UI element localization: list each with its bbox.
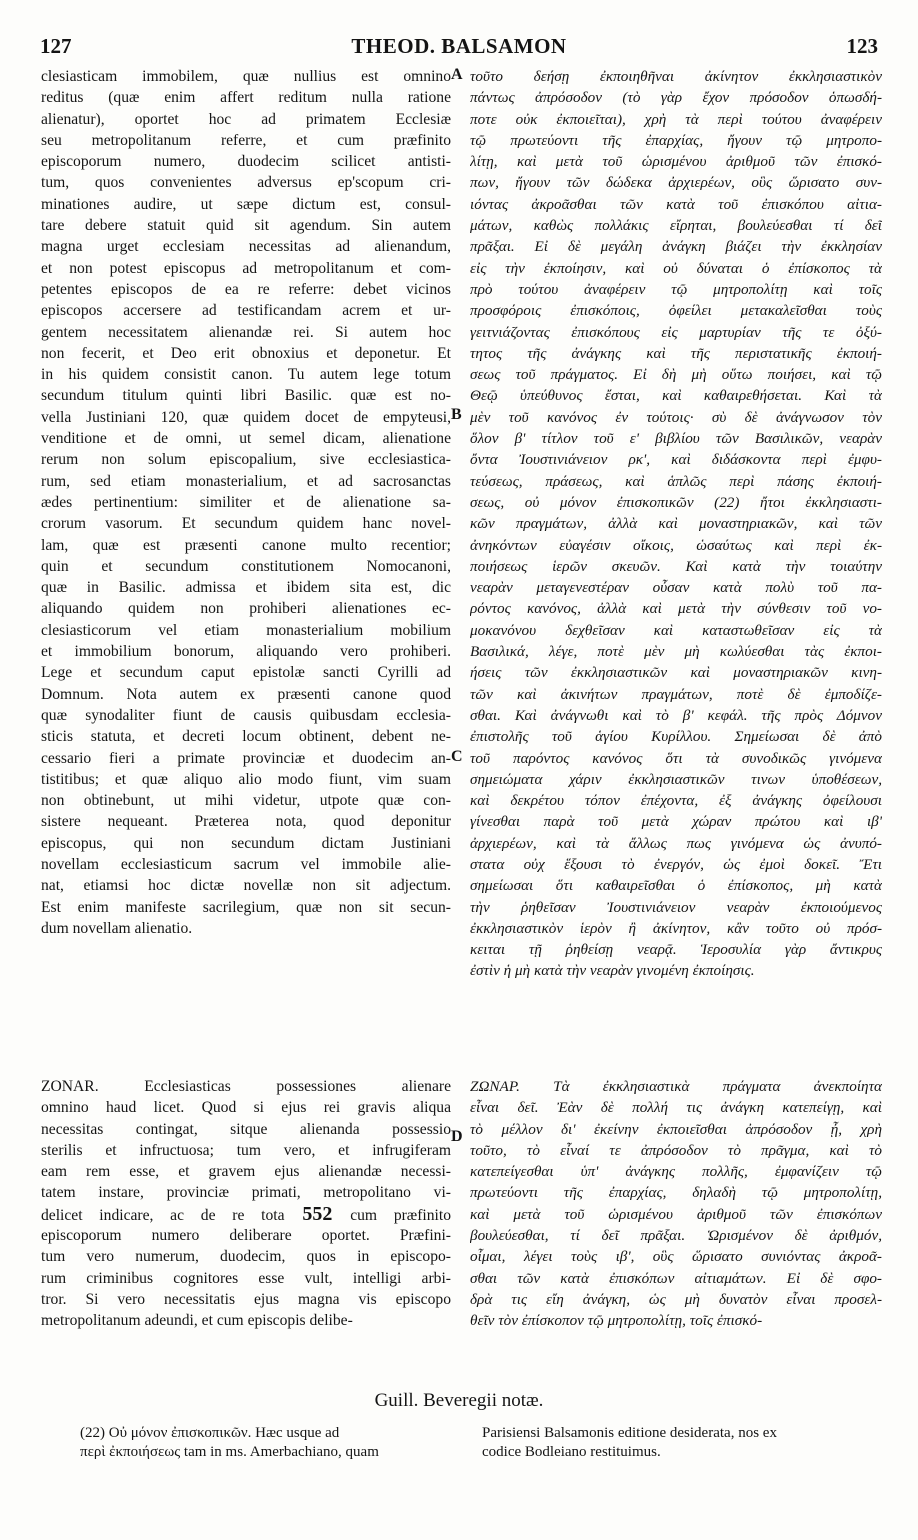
- zonaras-greek-line: πρωτεύοντι τῆς ἐπαρχίας, δηλαδὴ τῷ μητροπολίτῃ,: [470, 1184, 882, 1202]
- notes-heading: Guill. Beveregii notæ.: [374, 1390, 544, 1411]
- zonaras-greek-line: δρὰ τις εἴη ἀνάγκη, ὡς μὴ δυνατὸν εἶναι προσελ-: [470, 1290, 882, 1308]
- greek-text-line: σεως, οὐ μόνον ἐπισκοπικῶν (22) ἤτοι ἐκκλησιαστι-: [470, 493, 882, 511]
- latin-text-line: reditus (quæ enim affert reditum nulla ratione: [41, 89, 451, 107]
- greek-text-line: κῶν πραγμάτων, ἀλλὰ καὶ μοναστηριακῶν, καὶ τῶν: [470, 515, 882, 533]
- zonaras-latin-line: eam rem esse, et gravem ejus alienandæ necessi-: [41, 1163, 451, 1181]
- running-title: THEOD. BALSAMON: [351, 34, 567, 58]
- greek-text-line: ἀρχιερέων, καὶ τὰ ἄλλως πως γινόμενα ὡς ἀνυπό-: [470, 834, 882, 852]
- greek-text-line: τῶν καὶ ἀκινήτων πραγμάτων, ποτὲ δὲ ἐμποδίζε-: [470, 685, 882, 703]
- latin-text-line: secundum titulum quinti libri Basilic. quæ est no-: [41, 387, 451, 405]
- greek-text-line: ἀνηκόντων εὐαγέσιν οἴκοις, ὡσαύτως καὶ περὶ ἐκ-: [470, 536, 882, 554]
- zonaras-latin-line: tror. Si vero necessitatis ejus magna vis episcopo: [41, 1290, 451, 1308]
- note-line: codice Bodleiano restituimus.: [482, 1443, 661, 1460]
- greek-text-line: ὅλον β' τίτλον τοῦ ε' βιβλίου τῶν Βασιλικῶν, νεαρὰν: [470, 430, 882, 448]
- greek-text-line: σθαι. Καὶ ἀνάγνωθι καὶ τὸ β' κεφάλ. τῆς πρὸς Δόμνον: [470, 706, 882, 724]
- latin-text-line: rum, sed etiam monasterialium, et ad sacrosanctas: [41, 472, 451, 490]
- latin-text-line: vella Justiniani 120, quæ quidem docet de empyteusi,: [41, 408, 451, 426]
- greek-text-line: τητος τῆς ἀνάγκης καὶ τῆς περιστατικῆς ἐκποιή-: [470, 344, 882, 362]
- zonaras-latin-line: rum criminibus cognitores esse vult, intelligi arbi-: [41, 1269, 451, 1287]
- greek-text-line: ἐπιστολῆς τοῦ ἁγίου Κυρίλλου. Σημείωσαι δὲ ἀπὸ: [470, 728, 882, 746]
- greek-text-line: τοῦ παρόντος κανόνος ὅτι τὰ συνοδικῶς γινόμενα: [470, 749, 882, 767]
- latin-text-line: in his quidem consistit canon. Tu autem lege totum: [41, 366, 451, 384]
- zonaras-line-tail: cum præfinito: [350, 1206, 451, 1224]
- latin-text-line: gentem necessitatem alienandæ rei. Si autem hoc: [41, 323, 451, 341]
- latin-text-line: novellam ecclesiasticum sacrum vel immobile alie-: [41, 855, 451, 873]
- zonaras-greek-line: οἶμαι, λέγει τοὺς ιβ', οὓς ὥρισατο συνιόντας ἀκροᾶ-: [470, 1248, 882, 1266]
- latin-text-line: tum, quos convenientes adversus ep'scopum cri-: [41, 174, 451, 192]
- latin-text-line: quæ in Basilic. admissa et ibidem sita est, dic: [41, 579, 451, 597]
- latin-text-line: minationes audire, ut sæpe dictum est, consul-: [41, 195, 451, 213]
- greek-text-line: ιόντας ἀκροᾶσθαι τῶν κατὰ τοῦ ἐπισκόπου αἰτια-: [470, 195, 882, 213]
- greek-text-line: μοκανόνου δεχθεῖσαν καὶ καταστωθεῖσαν εἰς τὰ: [470, 621, 882, 639]
- greek-text-line: νεαρὰν μεταγενεστέραν οὖσαν κατὰ πολὺ τοῦ πα-: [470, 579, 882, 597]
- zonaras-latin-line: tum vero numerum, duodecim, quos in episcopo-: [41, 1248, 451, 1266]
- notes-left-column: [80, 1424, 470, 1461]
- note-line: (22) Οὐ μόνον ἐπισκοπικῶν. Hæc usque ad: [80, 1425, 340, 1441]
- margin-marker-a: A: [451, 66, 463, 83]
- latin-text-line: dum novellam alienatio.: [41, 919, 193, 937]
- zonaras-greek-column: [470, 1076, 882, 1332]
- margin-marker-b: B: [451, 406, 462, 423]
- greek-text-line: σημείωσαι ὅτι καθαιρεῖσθαι ὁ ἐπίσκοπος, μὴ κατὰ: [470, 877, 882, 895]
- latin-text-line: seu metropolitanum referre, et cum præfinito: [41, 131, 451, 149]
- greek-text-line: Θεῷ ὑπεύθυνος ἔσται, καὶ καθαιρεθήσεται. Καὶ τὰ: [470, 387, 882, 405]
- zonaras-latin-line: ZONAR. Ecclesiasticas possessiones alienare: [41, 1078, 451, 1095]
- zonaras-greek-line: τοῦτο, τὸ εἶναί τε ἀπρόσοδον τὸ πρᾶγμα, καὶ τὸ: [470, 1141, 882, 1159]
- greek-text-line: σημειώματα χάριν ἐκκλησιαστικῶν τινων ὑποθέσεων,: [470, 770, 882, 788]
- greek-text-line: πρᾶξαι. Εἰ δὲ μεγάλη ἀνάγκη βιάζει τὴν ἐκκλησίαν: [470, 238, 882, 256]
- latin-text-line: non fecerit, et Deo erit obnoxius et deponetur. Et: [41, 344, 451, 362]
- greek-commentary-column: [470, 66, 882, 982]
- latin-text-line: rerum non solum episcopalium, sive ecclesiastica-: [41, 451, 451, 469]
- greek-text-line: μὲν τοῦ κανόνος ἐν τούτοις· σὺ δὲ ἀνάγνωσον τὸν: [470, 408, 882, 426]
- latin-text-line: non obtinebunt, ut mihi videtur, utpote quæ con-: [41, 792, 451, 810]
- greek-text-line: πάντως ἀπρόσοδον (τὸ γὰρ ἔχον πρόσοδον ὁπωσδή-: [470, 89, 882, 107]
- latin-text-line: alienatur), oportet hoc ad primatem Ecclesiæ: [41, 110, 451, 128]
- margin-marker-c: C: [451, 748, 463, 765]
- latin-text-line: sistere nequeant. Præterea nota, quod deponitur: [41, 813, 451, 831]
- latin-text-line: episcopos accersere ad testificandam acrem et ur-: [41, 302, 451, 320]
- latin-text-line: episcopus, qui non secundum dictam Justiniani: [41, 834, 451, 852]
- latin-text-line: ædes pertinentium: similiter et de alienatione sa-: [41, 493, 451, 511]
- zonaras-greek-line: θεῖν τὸν ἐπίσκοπον τῷ μητροπολίτῃ, τοῖς ἐπισκό-: [470, 1312, 763, 1330]
- zonaras-greek-line: ΖΩΝΑΡ. Τὰ ἐκκλησιαστικὰ πράγματα ἀνεκποίητα: [470, 1078, 882, 1095]
- zonaras-greek-line: κατεπείγεσθαι ὑπ' ἀνάγκης πολλῆς, ἐμφανίζειν τῷ: [470, 1163, 882, 1181]
- latin-text-line: crorum vasorum. Et secundum quidem hanc novel-: [41, 515, 451, 533]
- left-page-number: 127: [40, 34, 72, 58]
- zonaras-latin-line: delicet indicare, ac de re tota 552 cum præfinito: [41, 1203, 451, 1225]
- latin-text-line: quin et secundum constitutionem Nomocanoni,: [41, 557, 451, 575]
- greek-text-line: ποτε οὐκ ἐκποιεῖται), χρὴ τὰ περὶ τούτου ἀναφέρειν: [470, 110, 882, 128]
- greek-text-line: στατα οὐχ ἕξουσι τὸ ἐνεργόν, ὡς ἐμοὶ δοκεῖ. Ἔτι: [470, 855, 882, 873]
- greek-text-line: σεως τοῦ πράγματος. Εἰ δὴ μὴ οὕτω ποιήσει, καὶ τῷ: [470, 366, 882, 384]
- right-page-number: 123: [846, 34, 878, 58]
- latin-text-line: aliquando quidem non prohiberi alienationes ec-: [41, 600, 451, 618]
- latin-text-line: nat, etiamsi hoc dictæ novellæ non sit adjectum.: [41, 877, 451, 895]
- latin-text-line: Lege et secundum caput epistolæ sancti Cyrilli ad: [41, 664, 451, 682]
- latin-text-line: clesiasticam immobilem, quæ nullius est omnino: [41, 68, 451, 85]
- greek-text-line: ποιήσεως ἱερῶν σκευῶν. Καὶ κατὰ τὴν τοιαύτην: [470, 557, 882, 575]
- greek-text-line: πρὸ τούτου ἀναφέρειν τῷ μητροπολίτῃ καὶ τοῖς: [470, 280, 882, 298]
- margin-marker-d: D: [451, 1128, 463, 1145]
- latin-text-line: venditione et de omni, ut semel dicam, alienatione: [41, 430, 451, 448]
- greek-text-line: Βασιλικά, λέγε, ποτὲ μὲν μὴ κωλύεσθαι τὰς ἐκποι-: [470, 643, 882, 661]
- latin-text-line: Est enim manifeste sacrilegium, quæ non sit secun-: [41, 898, 451, 916]
- latin-text-line: tistitibus; et quæ aliquo alio modo fiunt, vim suam: [41, 770, 451, 788]
- greek-text-line: ἐστὶν ἡ μὴ κατὰ τὴν νεαρὰν γινομένη ἐκποίησις.: [470, 962, 755, 980]
- latin-text-line: magna urget ecclesiam necessitas ad alienandum,: [41, 238, 451, 256]
- latin-text-line: lam, quæ est præsenti canone multo recentior;: [41, 536, 451, 554]
- notes-right-column: [482, 1424, 882, 1461]
- greek-text-line: μάτων, καθὼς πολλάκις εἴρηται, βουλεύεσθαι τί δεῖ: [470, 217, 882, 235]
- zonaras-latin-line: episcoporum numero deliberare oportet. Præfini-: [41, 1227, 451, 1245]
- greek-text-line: λίτῃ, καὶ μετὰ τοῦ ὡρισμένου ἀριθμοῦ τῶν ἐπισκό-: [470, 153, 882, 171]
- greek-text-line: προσφόροις ἐπισκόποις, ὀφείλει μετακαλεῖσθαι τοὺς: [470, 302, 882, 320]
- latin-text-line: et immobilium bonorum, aliquando vero prohiberi.: [41, 643, 451, 661]
- latin-text-line: Domnum. Nota autem ex præsenti canone quod: [41, 685, 451, 703]
- note-line: Parisiensi Balsamonis editione desiderata, nos ex: [482, 1425, 777, 1441]
- greek-text-line: τῷ πρωτεύοντι τῆς ἐπαρχίας, ἤγουν τῷ μητροπο-: [470, 131, 882, 149]
- zonaras-greek-line: εἶναι δεῖ. Ἐὰν δὲ πολλή τις ἀνάγκη κατεπείγῃ, καὶ: [470, 1099, 882, 1117]
- greek-text-line: ήσεις τῶν ἐκκλησιαστικῶν καὶ μοναστηριακῶν κινη-: [470, 664, 882, 682]
- zonaras-latin-line: omnino haud licet. Quod si ejus rei gravis aliqua: [41, 1099, 451, 1117]
- zonaras-latin-column: [41, 1076, 451, 1332]
- latin-commentary-column: [41, 66, 451, 939]
- latin-text-line: petentes episcopos de ea re referre: debet vicinos: [41, 280, 451, 298]
- latin-text-line: cessario fieri a primate provinciæ et duodecim an-: [41, 749, 451, 767]
- greek-text-line: γίνεσθαι παρὰ τοῦ μετὰ χώραν πρώτου καὶ ιβ': [470, 813, 882, 831]
- column-page-number: 552: [284, 1203, 351, 1225]
- zonaras-greek-line: καὶ μετὰ τοῦ ὡρισμένου ἀριθμοῦ τῶν ἐπισκόπων: [470, 1205, 882, 1223]
- note-line: περὶ ἐκποιήσεως tam in ms. Amerbachiano, quam: [80, 1443, 379, 1460]
- greek-text-line: πων, ἤγουν τῶν δώδεκα ἀρχιερέων, οὓς ὥρισατο συν-: [470, 174, 882, 192]
- zonaras-latin-line: tatem instare, provinciæ primati, metropolitano vi-: [41, 1184, 451, 1202]
- greek-text-line: ὄντα Ἰουστινιάνειον ρκ', καὶ διδάσκοντα περὶ ἐμφυ-: [470, 451, 882, 469]
- greek-text-line: τεύσεως, πράσεως, καὶ ἁπλῶς περὶ πάσης ἐκποιή-: [470, 472, 882, 490]
- latin-text-line: episcoporum numero, duodecim scilicet antisti-: [41, 153, 451, 171]
- latin-text-line: clesiasticorum vel etiam monasterialium mobilium: [41, 621, 451, 639]
- greek-text-line: ρόντος κανόνος, ἀλλὰ καὶ μετὰ τὴν σύνθεσιν τοῦ νο-: [470, 600, 882, 618]
- page-header: [40, 34, 878, 68]
- greek-text-line: γειτνιάζοντας ἐπισκόπους εἰς μαρτυρίαν τῆς τε ὀξύ-: [470, 323, 882, 341]
- greek-text-line: ἐκκλησιαστικὸν ἱερὸν ἢ ἀκίνητον, κἂν τοῦτο οὐ πρόσ-: [470, 919, 882, 937]
- latin-text-line: quæ synodaliter fiunt de causis quibusdam ecclesia-: [41, 706, 451, 724]
- latin-text-line: tare debere statuit quid sit agendum. Sin autem: [41, 217, 451, 235]
- greek-text-line: τοῦτο δεήσῃ ἐκποιηθῆναι ἀκίνητον ἐκκλησιαστικὸν: [470, 68, 882, 85]
- greek-text-line: κειται τῇ ῥηθείσῃ νεαρᾷ. Ἱεροσυλία γὰρ ἄντικρυς: [470, 941, 882, 959]
- zonaras-latin-line: metropolitanum adeundi, et cum episcopis delibe-: [41, 1312, 353, 1330]
- greek-text-line: εἰς τὴν ἐκποίησιν, καὶ οὐ δύναται ὁ ἐπίσκοπος τὰ: [470, 259, 882, 277]
- zonaras-latin-line: necessitas contingat, sitque alienanda possessio: [41, 1120, 451, 1138]
- greek-text-line: καὶ δεκρέτου τόπον ἐπέχοντα, ἐξ ἀνάγκης ὀφείλουσι: [470, 792, 882, 810]
- latin-text-line: sticis statuta, et decreti locum obtinent, debent ne-: [41, 728, 451, 746]
- zonaras-greek-line: τὸ μέλλον δι' ἐκείνην ἐκποιεῖσθαι ἀπρόσοδον ᾖ, χρὴ: [470, 1120, 882, 1138]
- zonaras-greek-line: βουλεύεσθαι, τί δεῖ πρᾶξαι. Ὡρισμένον δὲ ἀριθμόν,: [470, 1227, 882, 1245]
- zonaras-latin-line: sterilis et infructuosa; tum vero, et infrugiferam: [41, 1141, 451, 1159]
- zonaras-greek-line: σθαι τῶν κατὰ ἐπισκόπων αἰτιαμάτων. Εἰ δὲ σφο-: [470, 1269, 882, 1287]
- latin-text-line: et non potest episcopus ad metropolitanum et com-: [41, 259, 451, 277]
- greek-text-line: τὴν ῥηθεῖσαν Ἰουστινιάνειον νεαρὰν ἐκποιούμενος: [470, 898, 882, 916]
